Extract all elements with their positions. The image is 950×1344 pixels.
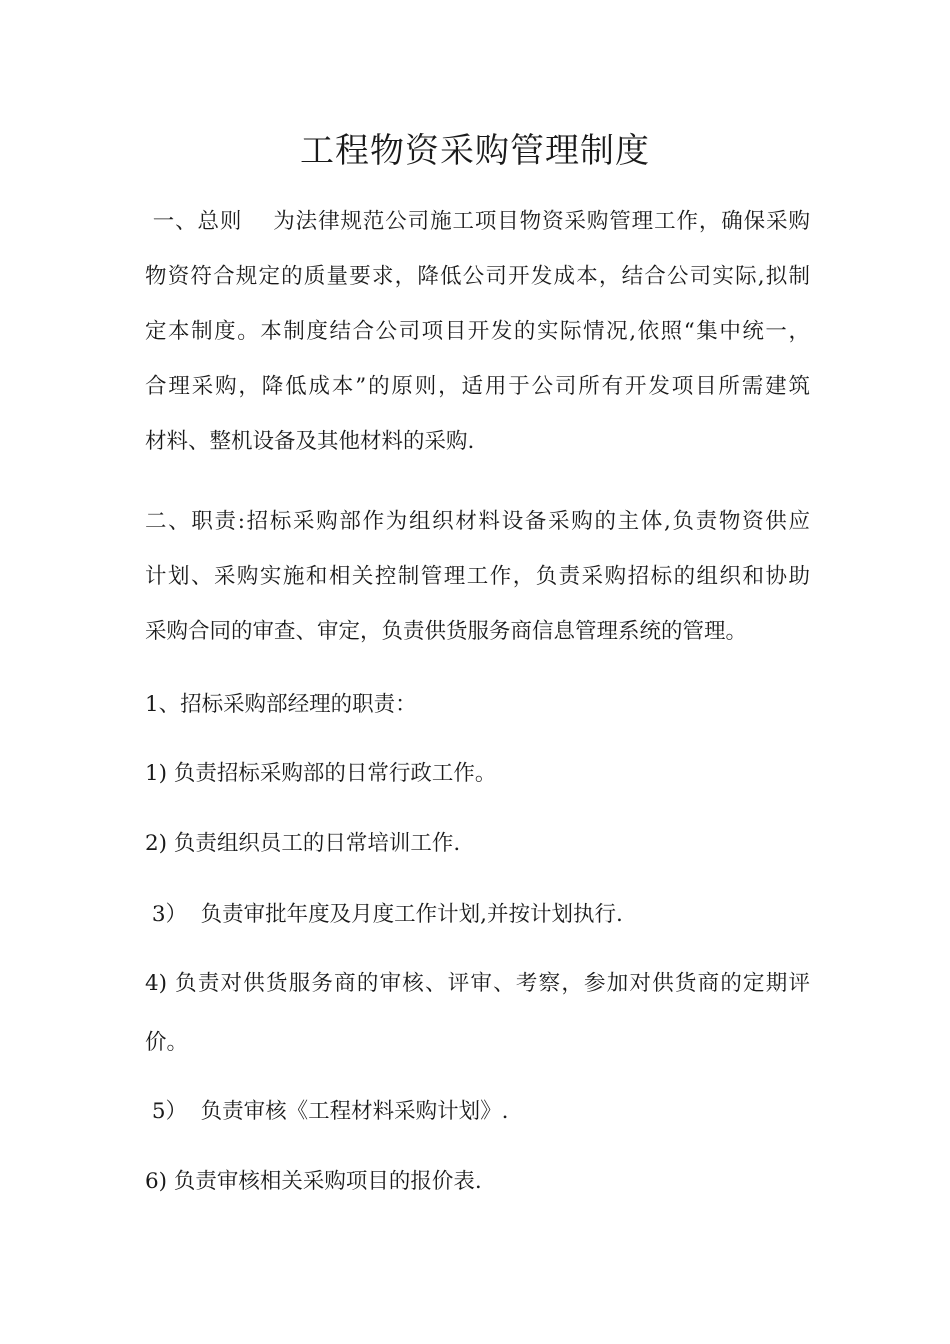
duty-item-1: 1) 负责招标采购部的日常行政工作。	[145, 761, 497, 786]
paragraph-line: 计划、采购实施和相关控制管理工作，负责采购招标的组织和协助	[145, 564, 810, 589]
section-responsibilities	[145, 494, 810, 659]
paragraph-line: 一、总则 为法律规范公司施工项目物资采购管理工作，确保采购	[145, 209, 810, 234]
subsection-heading: 1、招标采购部经理的职责：	[145, 692, 417, 717]
duty-item-6: 6) 负责审核相关采购项目的报价表.	[145, 1169, 482, 1194]
paragraph-line: 二、职责:招标采购部作为组织材料设备采购的主体,负责物资供应	[145, 509, 810, 534]
document-title: 工程物资采购管理制度	[300, 131, 650, 171]
paragraph-line: 定本制度。本制度结合公司项目开发的实际情况,依照“集中统一，	[145, 319, 810, 344]
paragraph-line: 物资符合规定的质量要求，降低公司开发成本，结合公司实际,拟制	[145, 264, 810, 289]
paragraph-line: 材料、整机设备及其他材料的采购.	[145, 429, 475, 454]
duty-item-4: 4) 负责对供货服务商的审核、评审、考察，参加对供货商的定期评	[145, 971, 810, 996]
paragraph-line: 合理采购，降低成本”的原则，适用于公司所有开发项目所需建筑	[145, 374, 810, 399]
duty-item-5: 5） 负责审核《工程材料采购计划》.	[145, 1099, 509, 1124]
section-general	[145, 194, 810, 469]
duty-item-2: 2) 负责组织员工的日常培训工作.	[145, 831, 461, 856]
duty-item-4-continued: 价。	[145, 1030, 189, 1055]
duty-item-3: 3） 负责审批年度及月度工作计划,并按计划执行.	[145, 902, 623, 927]
paragraph-line: 采购合同的审查、审定，负责供货服务商信息管理系统的管理。	[145, 619, 748, 644]
